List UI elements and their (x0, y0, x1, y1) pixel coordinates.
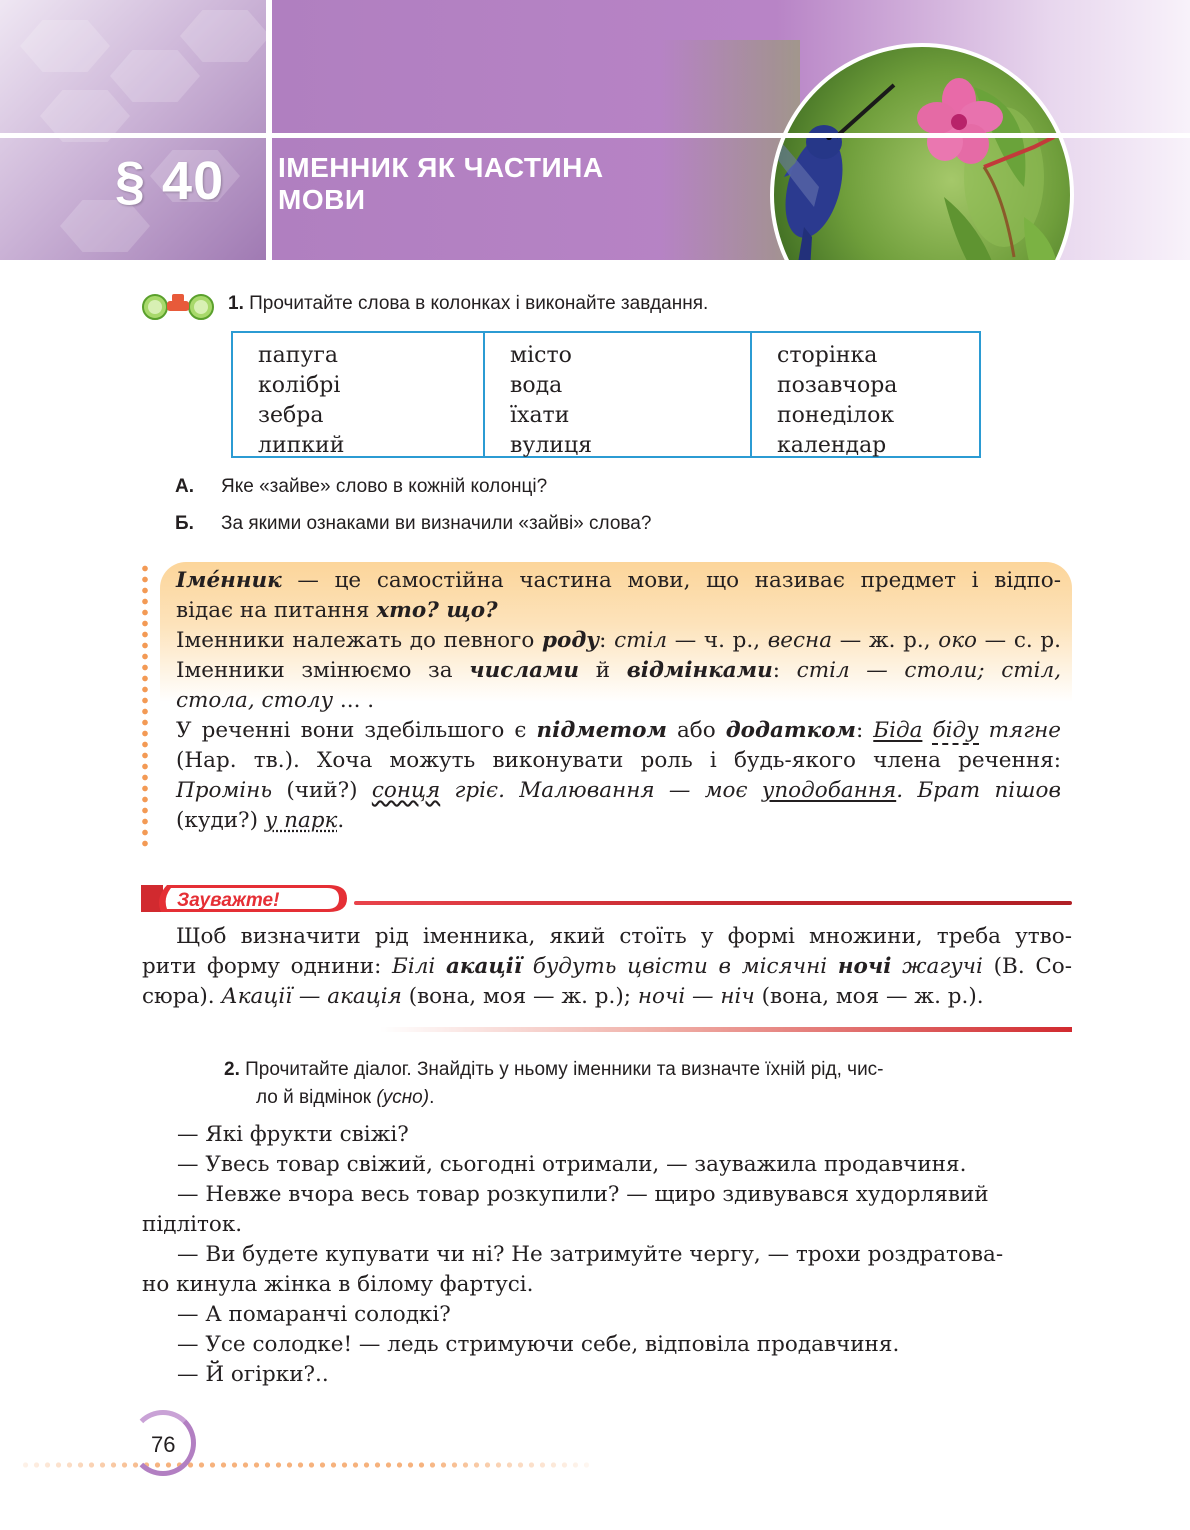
object-example: біду (932, 718, 979, 743)
rule-question: хто? що? (376, 598, 498, 623)
rule-fragment: — ж. р., (832, 628, 939, 653)
dialog-line: — Які фрукти свіжі? (177, 1122, 409, 1147)
question-text: Яке «зайве» слово в кожній колонці? (221, 476, 548, 497)
note-keyword: акації (445, 954, 523, 979)
rule-example: тягне (988, 718, 1062, 743)
rule-term: Імéнник (176, 568, 282, 593)
rule-line (176, 716, 1061, 746)
exercise-text: Прочитайте слова в колонках і виконайте завдання. (249, 293, 709, 314)
hex-decoration (110, 50, 200, 102)
exercise-text: ло й відмінок (256, 1087, 377, 1108)
note-line (142, 952, 1072, 982)
hex-decoration (180, 10, 270, 62)
rule-keyword: роду (541, 628, 600, 653)
exercise-text: Прочитайте діалог. Знайдіть у ньому іменники та визначте їхній рід, чис- (245, 1059, 884, 1080)
note-fragment: (вона, моя — ж. р.). (754, 984, 984, 1009)
note-divider (354, 901, 1072, 905)
word-cell: колібрі (258, 373, 341, 398)
rule-line (176, 566, 1061, 596)
rule-line (176, 746, 1061, 776)
section-title-line: МОВИ (278, 184, 366, 215)
rule-keyword: підметом (536, 718, 667, 743)
word-columns-table (231, 331, 981, 458)
section-title-line: ІМЕННИК ЯК ЧАСТИНА (278, 152, 604, 183)
note-keyword: ночі (837, 954, 892, 979)
note-badge-label: Зауважте! (177, 890, 280, 911)
rule-example: око (938, 628, 977, 653)
rule-fragment: (Нар. тв.). Хоча можуть виконувати роль і будь-якого члена речення: (176, 748, 1061, 773)
rule-fragment: й (579, 658, 627, 683)
rule-example: гріє. Малювання — моє (440, 778, 762, 803)
rule-fragment: У реченні вони здебільшого є (176, 718, 537, 743)
header-divider (0, 133, 1190, 138)
rule-fragment: (куди?) (176, 808, 265, 833)
word-cell: місто (510, 343, 572, 368)
question-a (175, 476, 547, 498)
section-title (278, 152, 604, 216)
note-example: ночі — ніч (637, 984, 755, 1009)
dialog-line: — Невже вчора весь товар розкупили? — щиро здивувався худорлявий (177, 1182, 989, 1207)
exercise-number: 2. (224, 1059, 240, 1080)
hex-decoration (20, 20, 110, 72)
word-column (233, 333, 483, 456)
note-badge (141, 882, 347, 915)
rule-fragment: . (337, 808, 345, 833)
word-cell: позавчора (777, 373, 898, 398)
note-example: Акації — акація (221, 984, 402, 1009)
rule-example: . Брат пішов (896, 778, 1061, 803)
rule-keyword: відмінками (626, 658, 773, 683)
rule-fragment: — це самостійна частина мови, що називає предмет і відпо- (281, 568, 1061, 593)
attribute-example: сонця (371, 778, 441, 803)
rule-line (176, 656, 1061, 686)
rule-dotted-border (141, 563, 149, 848)
subject-example: Біда (873, 718, 923, 743)
word-cell: понеділок (777, 403, 895, 428)
note-example: Білі (392, 954, 446, 979)
note-line (176, 922, 1072, 952)
word-cell: липкий (258, 433, 345, 458)
binoculars-icon (141, 290, 217, 320)
note-fragment: (вона, моя — ж. р.); (401, 984, 638, 1009)
predicate-example: уподобання (761, 778, 897, 803)
word-cell: календар (777, 433, 887, 458)
rule-line (176, 686, 1061, 716)
dialog-line: но кинула жінка в білому фартусі. (142, 1272, 534, 1297)
rule-fragment: Іменники змінюємо за (176, 658, 470, 683)
dialog-line: — А помаранчі солодкі? (177, 1302, 451, 1327)
exercise-1-instruction (228, 293, 708, 315)
rule-example: стіл (614, 628, 668, 653)
word-column (750, 333, 979, 456)
word-cell: їхати (510, 403, 570, 428)
note-example: будуть цвісти в місячні (522, 954, 838, 979)
rule-line (176, 776, 1061, 806)
word-column (483, 333, 750, 456)
note-fragment: (В. Со- (982, 954, 1072, 979)
note-fragment: сюра). (142, 984, 222, 1009)
rule-keyword: додатком (725, 718, 856, 743)
rule-line (176, 626, 1061, 656)
rule-fragment: відає на питання (176, 598, 377, 623)
exercise-note: (усно) (376, 1087, 430, 1108)
rule-fragment: : (772, 658, 797, 683)
word-cell: вулиця (510, 433, 592, 458)
rule-fragment: : (599, 628, 615, 653)
dialog-line: — Ви будете купувати чи ні? Не затримуйте чергу, — трохи роздратова- (177, 1242, 1004, 1267)
dialog-line: — Усе солодке! — ледь стримуючи себе, відповіла продавчиня. (177, 1332, 900, 1357)
dialog-text (142, 1120, 1072, 1390)
exercise-line (224, 1084, 1044, 1112)
dialog-line: підліток. (142, 1212, 243, 1237)
chapter-header (0, 0, 1190, 260)
rule-line (176, 596, 1061, 626)
rule-fragment: або (666, 718, 726, 743)
rule-fragment: : (855, 718, 874, 743)
exercise-number: 1. (228, 293, 244, 314)
dialog-line: — Увесь товар свіжий, сьогодні отримали, — зауважила продавчиня. (177, 1152, 967, 1177)
header-left-panel (0, 0, 266, 260)
exercise-line (224, 1056, 1044, 1084)
note-fragment: Щоб визначити рід іменника, який стоїть у формі множини, треба утво- (176, 924, 1072, 949)
question-text: За якими ознаками ви визначили «зайві» слова? (221, 513, 652, 534)
rule-fragment: (чий?) (272, 778, 372, 803)
rule-text (176, 566, 1061, 836)
section-number: § 40 (115, 151, 225, 211)
note-fragment: рити форму однини: (142, 954, 393, 979)
exercise-2-instruction (224, 1056, 1044, 1112)
note-text (142, 922, 1072, 1012)
header-vertical-divider (266, 0, 272, 260)
rule-fragment: — ч. р., (667, 628, 768, 653)
page-number: 76 (151, 1432, 176, 1457)
rule-fragment: ... . (333, 688, 375, 713)
note-example: жагучі (891, 954, 983, 979)
footer-dots-fade (20, 1458, 590, 1472)
word-cell: папуга (258, 343, 339, 368)
question-letter: Б. (175, 513, 194, 534)
rule-example: стола, столу (176, 688, 334, 713)
question-letter: А. (175, 476, 194, 497)
rule-example: весна (767, 628, 833, 653)
note-line (142, 982, 1072, 1012)
word-cell: сторінка (777, 343, 878, 368)
exercise-text: . (429, 1087, 435, 1108)
note-bottom-divider (380, 1027, 1072, 1032)
word-cell: вода (510, 373, 563, 398)
rule-example: стіл — столи; стіл, (796, 658, 1062, 683)
rule-fragment: — с. р. (977, 628, 1061, 653)
word-cell: зебра (258, 403, 324, 428)
rule-fragment: Іменники належать до певного (176, 628, 542, 653)
adverbial-example: у парк (264, 808, 338, 833)
rule-keyword: числами (469, 658, 580, 683)
rule-example: Промінь (176, 778, 273, 803)
dialog-line: — Й огірки?.. (177, 1362, 329, 1387)
question-b (175, 513, 651, 535)
rule-line (176, 806, 1061, 836)
